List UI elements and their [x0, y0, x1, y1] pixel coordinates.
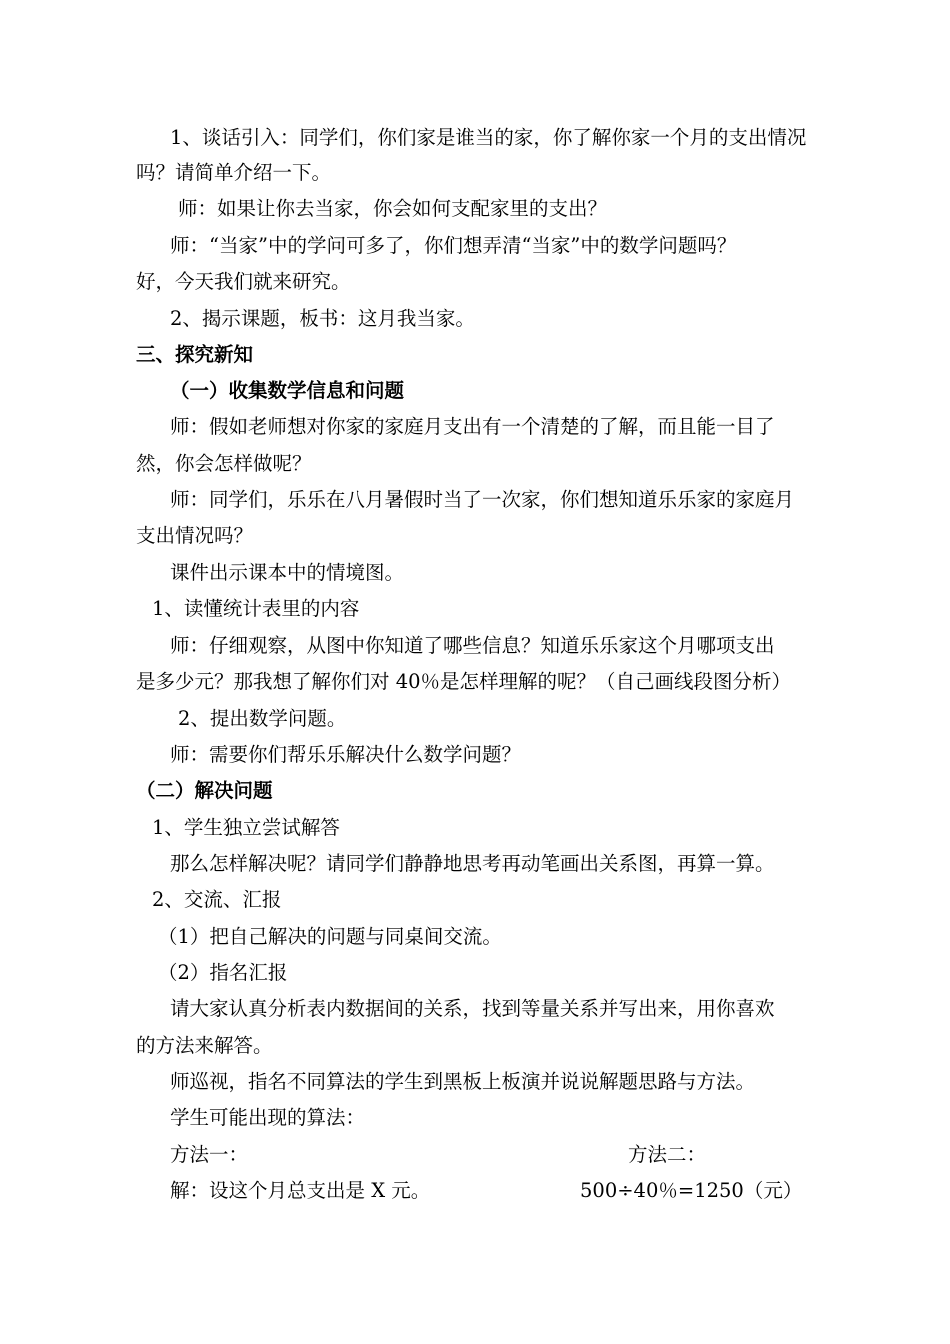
- subsection-heading: （二）解决问题: [136, 779, 273, 802]
- paragraph-line: 2、交流、汇报: [152, 888, 282, 911]
- paragraph-line: 2、提出数学问题。: [178, 707, 347, 730]
- paragraph-line: 请大家认真分析表内数据间的关系，找到等量关系并写出来，用你喜欢: [170, 997, 775, 1020]
- paragraph-line: 课件出示课本中的情境图。: [170, 561, 405, 584]
- paragraph-line: （2）指名汇报: [158, 961, 288, 984]
- paragraph-line: 是多少元？那我想了解你们对 40％是怎样理解的呢？（自己画线段图分析）: [136, 670, 792, 693]
- paragraph-line: 好，今天我们就来研究。: [136, 270, 351, 293]
- paragraph-line: 然，你会怎样做呢？: [136, 452, 312, 475]
- section-heading: 三、探究新知: [136, 343, 254, 366]
- paragraph-line: 师：“当家”中的学问可多了，你们想弄清“当家”中的数学问题吗？: [170, 234, 737, 257]
- paragraph-line: 的方法来解答。: [136, 1034, 273, 1057]
- paragraph-line: 1、学生独立尝试解答: [152, 816, 340, 839]
- paragraph-line: 吗？请简单介绍一下。: [136, 161, 332, 184]
- paragraph-line: 师：假如老师想对你家的家庭月支出有一个清楚的了解，而且能一目了: [170, 415, 775, 438]
- paragraph-line: 师：需要你们帮乐乐解决什么数学问题？: [170, 743, 522, 766]
- paragraph-line: 师巡视，指名不同算法的学生到黑板上板演并说说解题思路与方法。: [170, 1070, 756, 1093]
- paragraph-line: 支出情况吗？: [136, 524, 254, 547]
- method-two-solution: 500÷40％=1250（元）: [580, 1179, 803, 1202]
- method-one-label: 方法一：: [170, 1143, 249, 1166]
- paragraph-line: 1、读懂统计表里的内容: [152, 597, 360, 620]
- paragraph-line: 1、谈话引入：同学们，你们家是谁当的家，你了解你家一个月的支出情况: [170, 126, 807, 149]
- method-two-label: 方法二：: [628, 1143, 707, 1166]
- paragraph-line: 师：如果让你去当家，你会如何支配家里的支出？: [178, 197, 608, 220]
- paragraph-line: 师：同学们，乐乐在八月暑假时当了一次家，你们想知道乐乐家的家庭月: [170, 488, 795, 511]
- paragraph-line: 学生可能出现的算法：: [170, 1106, 366, 1129]
- paragraph-line: （1）把自己解决的问题与同桌间交流。: [158, 925, 502, 948]
- paragraph-line: 那么怎样解决呢？请同学们静静地思考再动笔画出关系图，再算一算。: [170, 852, 775, 875]
- subsection-heading: （一）收集数学信息和问题: [170, 379, 405, 402]
- paragraph-line: 2、揭示课题，板书：这月我当家。: [170, 307, 475, 330]
- paragraph-line: 师：仔细观察，从图中你知道了哪些信息？知道乐乐家这个月哪项支出: [170, 634, 775, 657]
- method-one-solution: 解：设这个月总支出是 X 元。: [170, 1179, 431, 1202]
